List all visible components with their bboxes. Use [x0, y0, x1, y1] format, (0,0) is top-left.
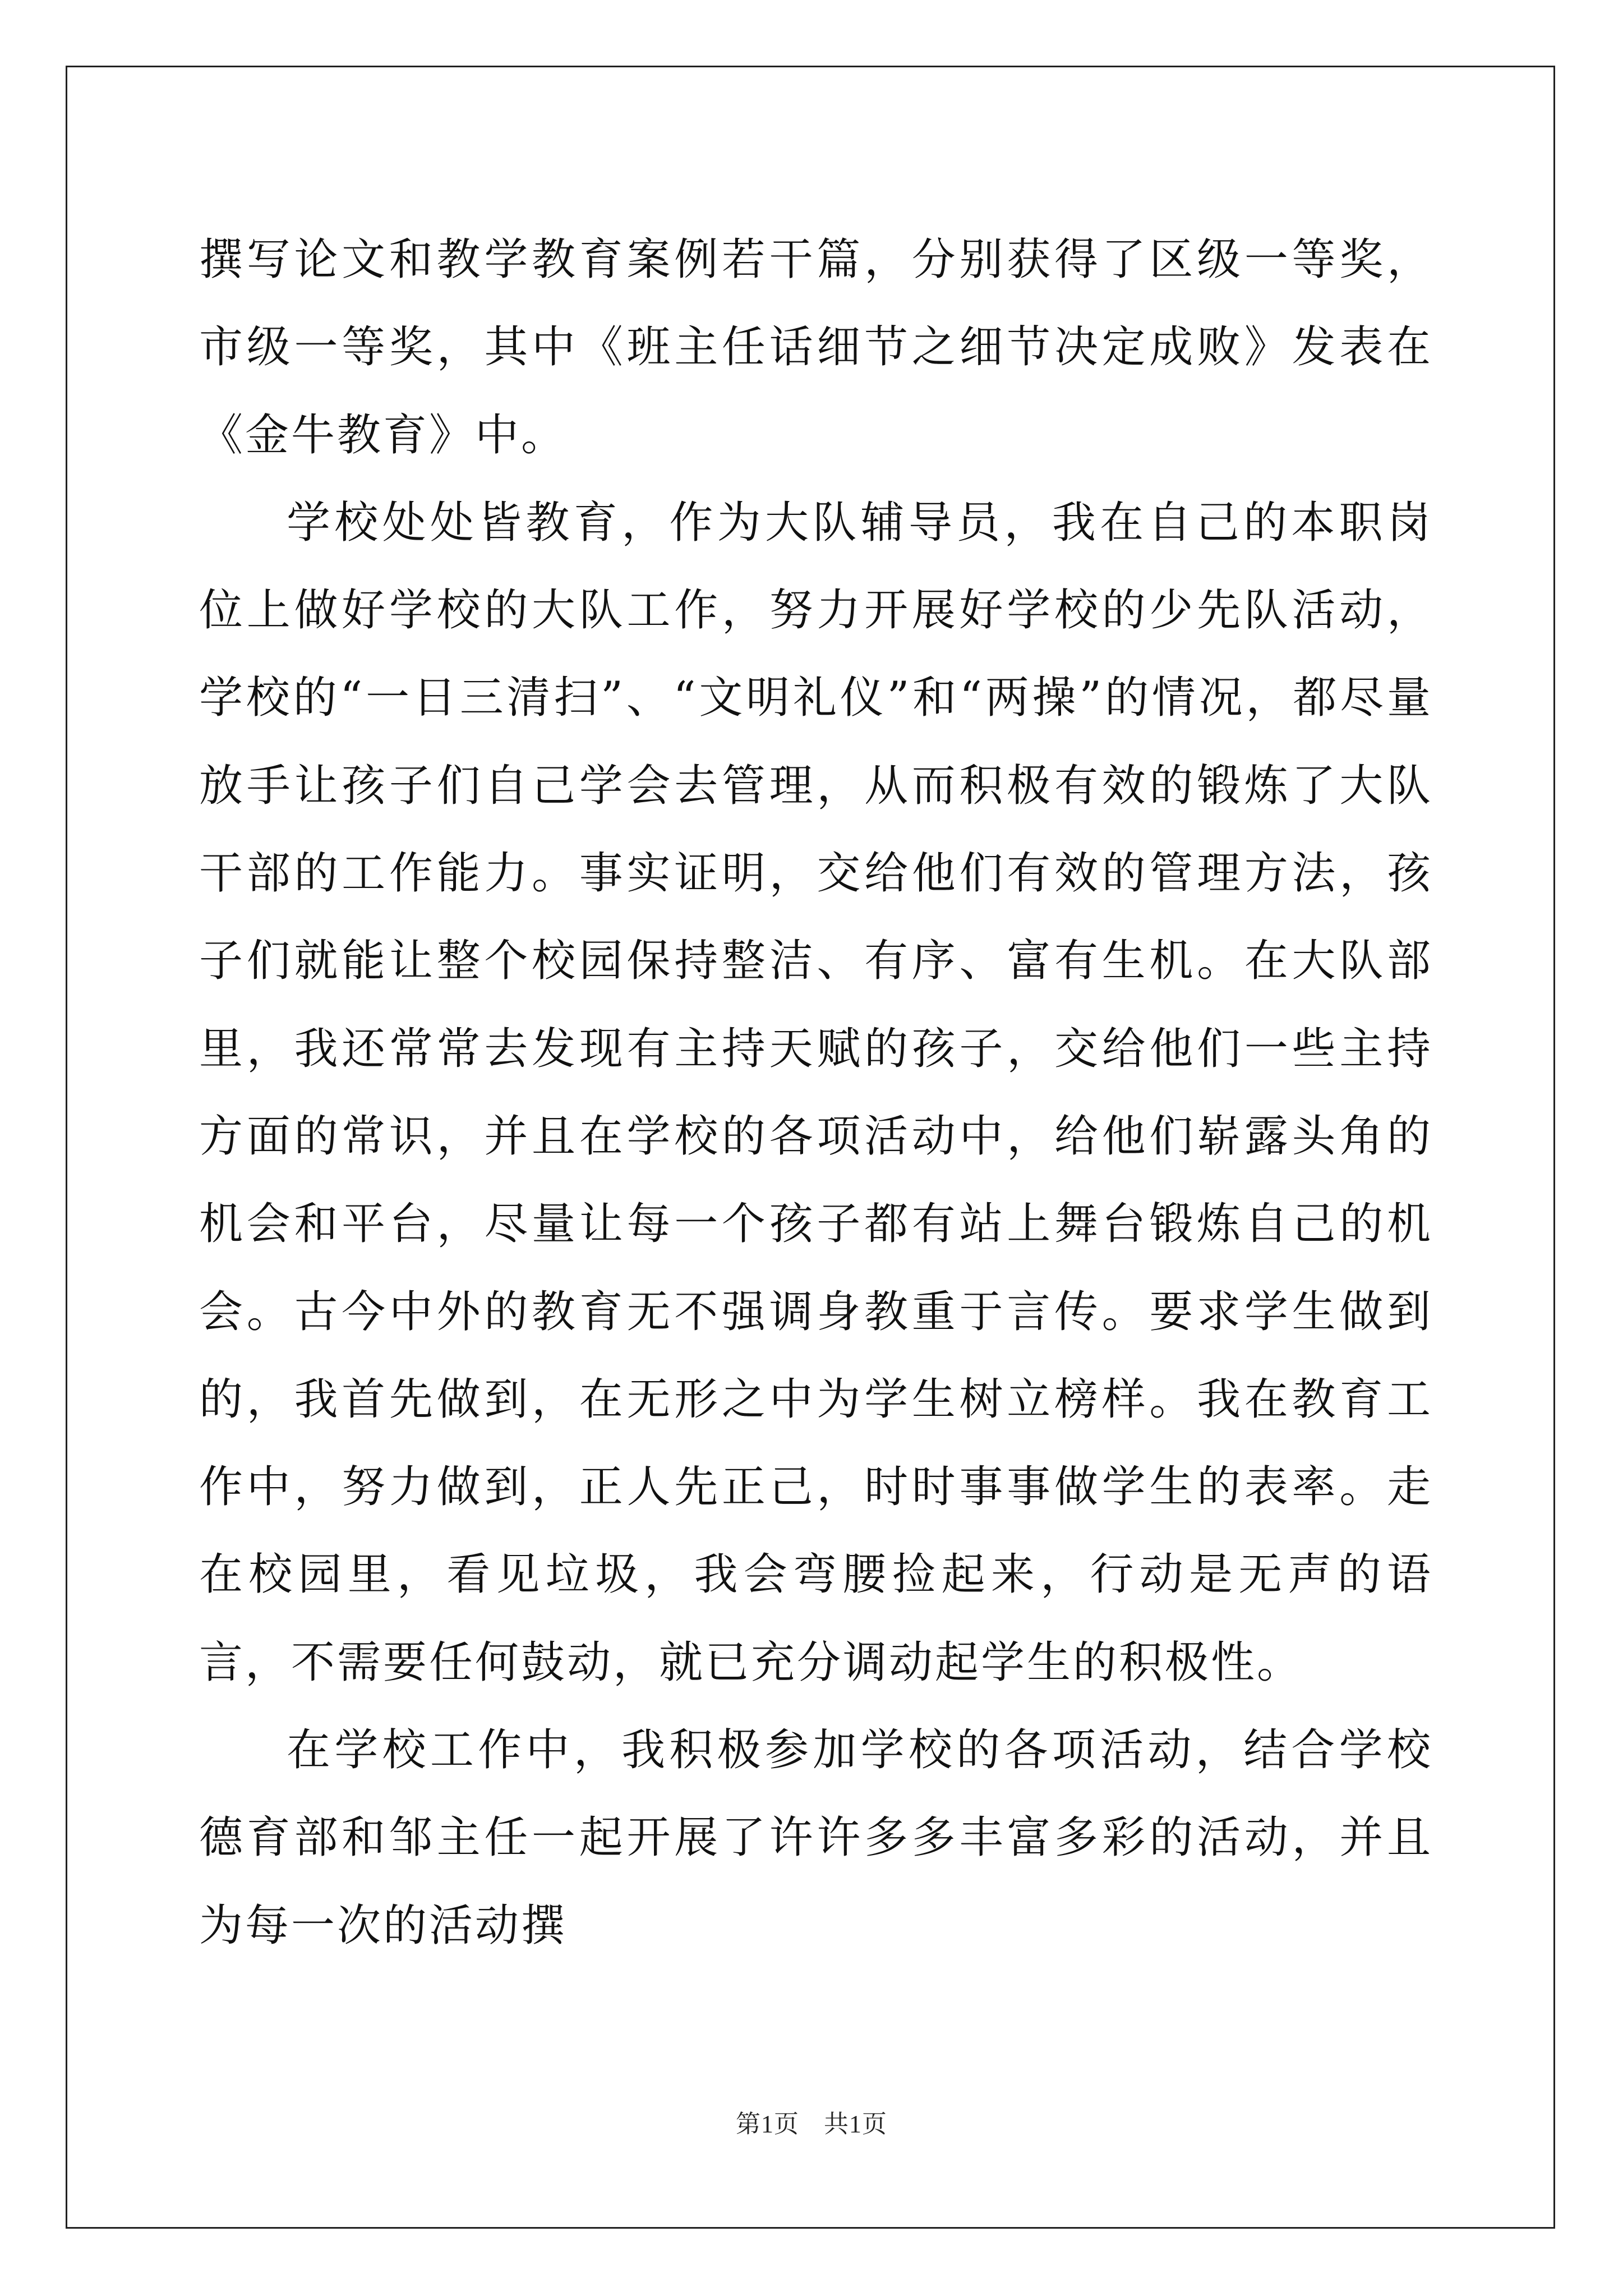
paragraph: 撰写论文和教学教育案例若干篇，分别获得了区级一等奖，市级一等奖，其中《班主任话细节之细节决定成败》发表在《金牛教育》中。: [199, 234, 1433, 461]
page-number: 第1页: [736, 2110, 799, 2138]
document-body: [199, 216, 1433, 1970]
page-total: 共1页: [824, 2110, 887, 2138]
page-footer: [0, 2104, 1623, 2139]
paragraph: 在学校工作中，我积极参加学校的各项活动，结合学校德育部和邹主任一起开展了许许多多丰富多彩的活动，并且为每一次的活动撰: [199, 1725, 1433, 1951]
paragraph: 学校处处皆教育，作为大队辅导员，我在自己的本职岗位上做好学校的大队工作，努力开展好学校的少先队活动，学校的“一日三清扫”、“文明礼仪”和“两操”的情况，都尽量放手让孩子们自己学会去管理，从而积极有效的锻炼了大队干部的工作能力。事实证明，交给他们有效的管理方法，孩子们就能让整个校园保持整洁、有序、富有生机。在大队部里，我还常常去发现有主持天赋的孩子，交给他们一些主持方面的常识，并且在学校的各项活动中，给他们崭露头角的机会和平台，尽量让每一个孩子都有站上舞台锻炼自己的机会。古今中外的教育无不强调身教重于言传。要求学生做到的，我首先做到，在无形之中为学生树立榜样。我在教育工作中，努力做到，正人先正己，时时事事做学生的表率。走在校园里，看见垃圾，我会弯腰捡起来，行动是无声的语言，不需要任何鼓动，就已充分调动起学生的积极性。: [199, 497, 1433, 1688]
